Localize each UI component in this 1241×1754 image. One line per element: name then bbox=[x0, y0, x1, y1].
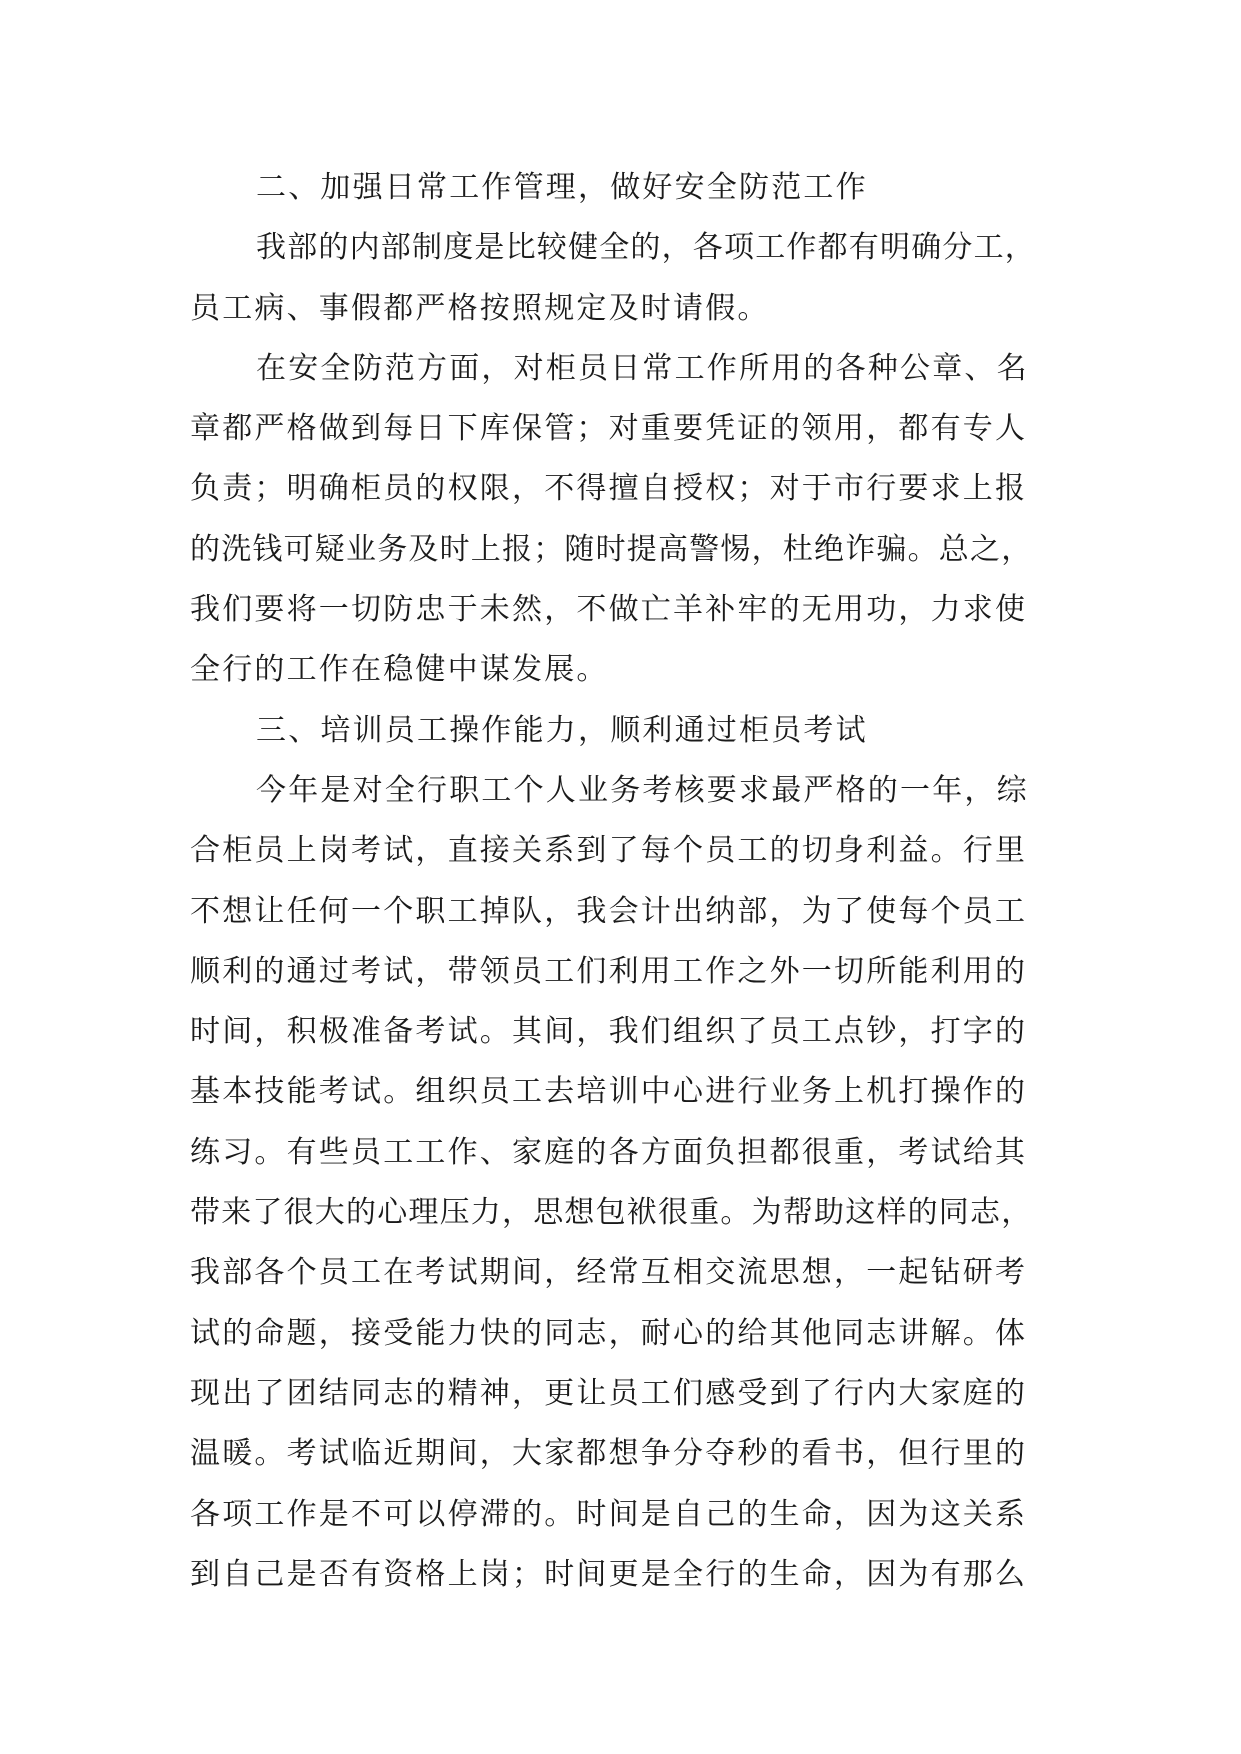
paragraph-line: 全行的工作在稳健中谋发展。 bbox=[190, 652, 609, 688]
paragraph-line: 负责；明确柜员的权限，不得擅自授权；对于市行要求上报 bbox=[190, 471, 1028, 507]
section-heading-3: 三、培训员工操作能力，顺利通过柜员考试 bbox=[256, 712, 868, 748]
paragraph-line: 我部各个员工在考试期间，经常互相交流思想，一起钻研考 bbox=[190, 1255, 1028, 1291]
paragraph-line: 顺利的通过考试，带领员工们利用工作之外一切所能利用的 bbox=[190, 953, 1028, 989]
paragraph-training bbox=[190, 761, 1070, 1605]
paragraph-line: 带来了很大的心理压力，思想包袱很重。为帮助这样的同志， bbox=[190, 1195, 1033, 1231]
paragraph-line: 基本技能考试。组织员工去培训中心进行业务上机打操作的 bbox=[190, 1074, 1028, 1110]
paragraph-line: 练习。有些员工工作、家庭的各方面负担都很重，考试给其 bbox=[190, 1134, 1028, 1170]
paragraph-line: 现出了团结同志的精神，更让员工们感受到了行内大家庭的 bbox=[190, 1375, 1028, 1411]
paragraph-line: 我部的内部制度是比较健全的，各项工作都有明确分工， bbox=[256, 230, 1036, 266]
paragraph-line: 合柜员上岗考试，直接关系到了每个员工的切身利益。行里 bbox=[190, 833, 1028, 869]
paragraph-line: 试的命题，接受能力快的同志，耐心的给其他同志讲解。体 bbox=[190, 1315, 1028, 1351]
paragraph-line: 员工病、事假都严格按照规定及时请假。 bbox=[190, 290, 770, 326]
paragraph-line: 在安全防范方面，对柜员日常工作所用的各种公章、名 bbox=[256, 350, 1029, 386]
paragraph-line: 的洗钱可疑业务及时上报；随时提高警惕，杜绝诈骗。总之， bbox=[190, 531, 1033, 567]
paragraph-line: 我们要将一切防忠于未然，不做亡羊补牢的无用功，力求使 bbox=[190, 592, 1028, 628]
paragraph-line: 时间，积极准备考试。其间，我们组织了员工点钞，打字的 bbox=[190, 1014, 1028, 1050]
paragraph-internal-system bbox=[190, 218, 1070, 339]
paragraph-line: 章都严格做到每日下库保管；对重要凭证的领用，都有专人 bbox=[190, 411, 1028, 447]
section-heading-2: 二、加强日常工作管理，做好安全防范工作 bbox=[256, 170, 868, 205]
paragraph-security bbox=[190, 339, 1070, 701]
paragraph-line: 到自己是否有资格上岗；时间更是全行的生命，因为有那么 bbox=[190, 1556, 1028, 1592]
paragraph-line: 今年是对全行职工个人业务考核要求最严格的一年，综 bbox=[256, 772, 1029, 808]
paragraph-line: 不想让任何一个职工掉队，我会计出纳部，为了使每个员工 bbox=[190, 893, 1028, 929]
paragraph-line: 温暖。考试临近期间，大家都想争分夺秒的看书，但行里的 bbox=[190, 1436, 1028, 1472]
paragraph-line: 各项工作是不可以停滞的。时间是自己的生命，因为这关系 bbox=[190, 1496, 1028, 1532]
document-body bbox=[190, 158, 1070, 1605]
